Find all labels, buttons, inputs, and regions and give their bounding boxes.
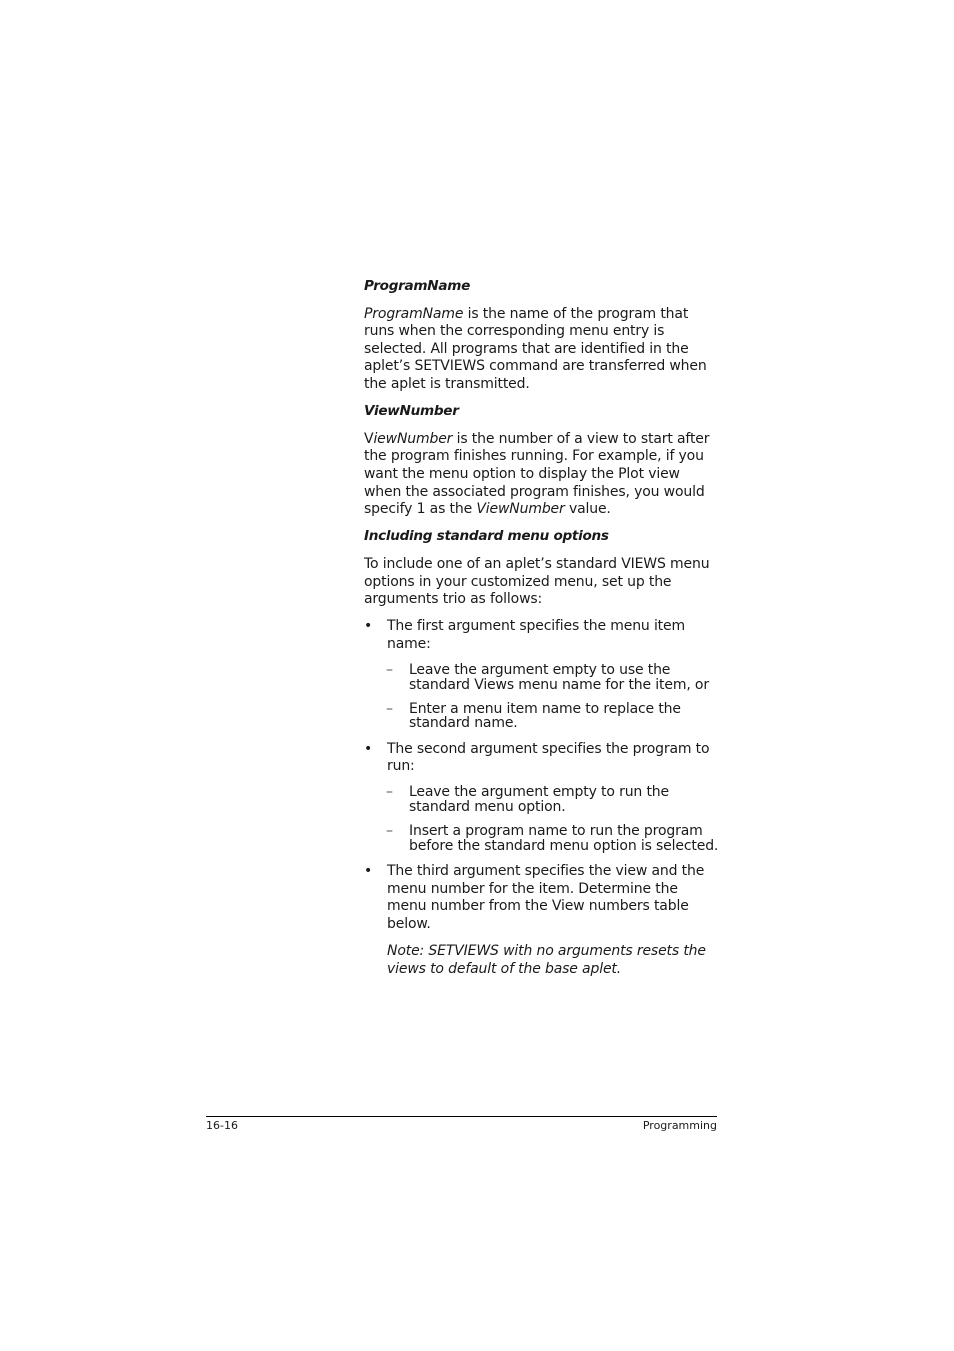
note-text: Note: SETVIEWS with no arguments resets the views to default of the base aplet. [387, 942, 706, 977]
bullet-icon: • [364, 618, 373, 635]
main-column [364, 278, 720, 978]
term-viewnumber-2: ViewNumber [476, 501, 565, 518]
sub-item [364, 663, 720, 692]
sub-item-text: Leave the argument empty to run the standard menu option. [409, 784, 669, 815]
term-viewnumber: iewNumber [373, 430, 453, 447]
footer-rule [206, 1116, 717, 1117]
heading-standard-menu-options: Including standard menu options [364, 528, 609, 545]
sub-item [364, 824, 720, 853]
bullet-icon: • [364, 740, 373, 757]
sub-item-text: Leave the argument empty to use the standard Views menu name for the item, or [409, 662, 709, 693]
sub-item-text: Enter a menu item name to replace the standard name. [409, 700, 681, 732]
bullet-text: The third argument specifies the view and the menu number for the item. Determine the menu number from the View numbers table below. [387, 862, 705, 932]
sub-item [364, 785, 720, 814]
viewnumber-body: is the number of a view to start after the program finishes running. For example, if you want the menu option to display the Plot view when the associated program finishes, you would specify 1 as the [364, 430, 710, 518]
programname-paragraph [364, 306, 720, 394]
standard-intro-paragraph: To include one of an aplet’s standard VIEWS menu options in your customized menu, set up the arguments trio as follows: [364, 555, 710, 608]
viewnumber-lead: V [364, 430, 374, 447]
bullet-item [364, 741, 720, 776]
page-number: 16-16 [206, 1119, 238, 1132]
footer-section-title: Programming [642, 1119, 717, 1132]
dash-icon: – [386, 823, 393, 840]
sub-item-text: Insert a program name to run the program before the standard menu option is selected. [409, 823, 719, 854]
dash-icon: – [386, 784, 393, 801]
term-programname: ProgramName [364, 305, 464, 322]
heading-programname: ProgramName [364, 278, 470, 294]
bullet-item [364, 863, 720, 933]
heading-viewnumber: ViewNumber [364, 403, 459, 420]
programname-body: is the name of the program that runs when the corresponding menu entry is selected. All programs that are identified in the aplet’s SETVIEWS command are transferred when the aplet is transmitted. [364, 305, 707, 392]
dash-icon: – [386, 662, 393, 679]
viewnumber-paragraph [364, 431, 720, 519]
bullet-item [364, 618, 720, 653]
bullet-text: The first argument specifies the menu item name: [387, 618, 685, 652]
viewnumber-tail: value. [564, 501, 611, 518]
sub-item [364, 702, 720, 731]
bullet-text: The second argument specifies the program to run: [387, 740, 710, 775]
dash-icon: – [386, 700, 393, 717]
bullet-icon: • [364, 862, 373, 879]
